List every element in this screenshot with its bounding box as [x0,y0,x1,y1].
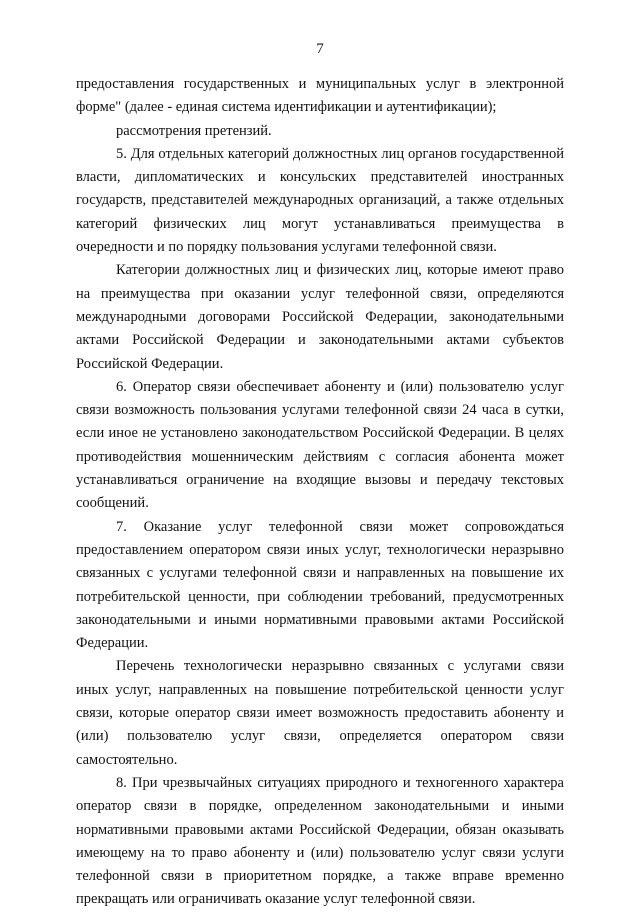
paragraph-services-list: Перечень технологически неразрывно связанных с услугами связи иных услуг, направленных на повышение потребительской ценности услуг связи, которые оператор связи имеет возможность предоставить абоненту и (или) пользователю услуг связи, определяется оператором связи самостоятельно. [76,658,564,768]
paragraph-categories: Категории должностных лиц и физических лиц, которые имеют право на преимущества при оказании услуг телефонной связи, определяются международными договорами Российской Федерации, законодательными актами Российской Федерации и законодательными актами субъектов Российской Федерации. [76,262,564,372]
document-body [76,73,564,912]
paragraph-item-7: 7. Оказание услуг телефонной связи может сопровождаться предоставлением оператором связи иных услуг, технологически неразрывно связанных с услугами телефонной связи и направленных на повышение их потребительской ценности, при соблюдении требований, предусмотренных законодательными и иными нормативными правовыми актами Российской Федерации. [76,518,564,652]
paragraph-item-8: 8. При чрезвычайных ситуациях природного и техногенного характера оператор связи в порядке, определенном законодательными и иными нормативными правовыми актами Российской Федерации, обязан оказывать имеющему на то право абоненту и (или) пользователю услуг связи услуги телефонной связи в приоритетном порядке, а также вправе временно прекращать или ограничивать оказание услуг телефонной связи. [76,774,564,908]
paragraph-continuation: предоставления государственных и муниципальных услуг в электронной форме" (далее - единая система идентификации и аутентификации); [76,76,564,116]
paragraph-claims: рассмотрения претензий. [116,122,272,139]
paragraph-item-6: 6. Оператор связи обеспечивает абоненту и (или) пользователю услуг связи возможность пользования услугами телефонной связи 24 часа в сутки, если иное не установлено законодательством Российской Федерации. В целях противодействия мошенническим действиям с согласия абонента может устанавливаться ограничение на входящие вызовы и передачу текстовых сообщений. [76,378,564,512]
page-number: 7 [316,41,324,57]
paragraph-item-5: 5. Для отдельных категорий должностных лиц органов государственной власти, дипломатических и консульских представителей иностранных государств, представителей международных организаций, а также отдельных категорий физических лиц могут устанавливаться преимущества в очередности и по порядку пользования услугами телефонной связи. [76,145,564,256]
